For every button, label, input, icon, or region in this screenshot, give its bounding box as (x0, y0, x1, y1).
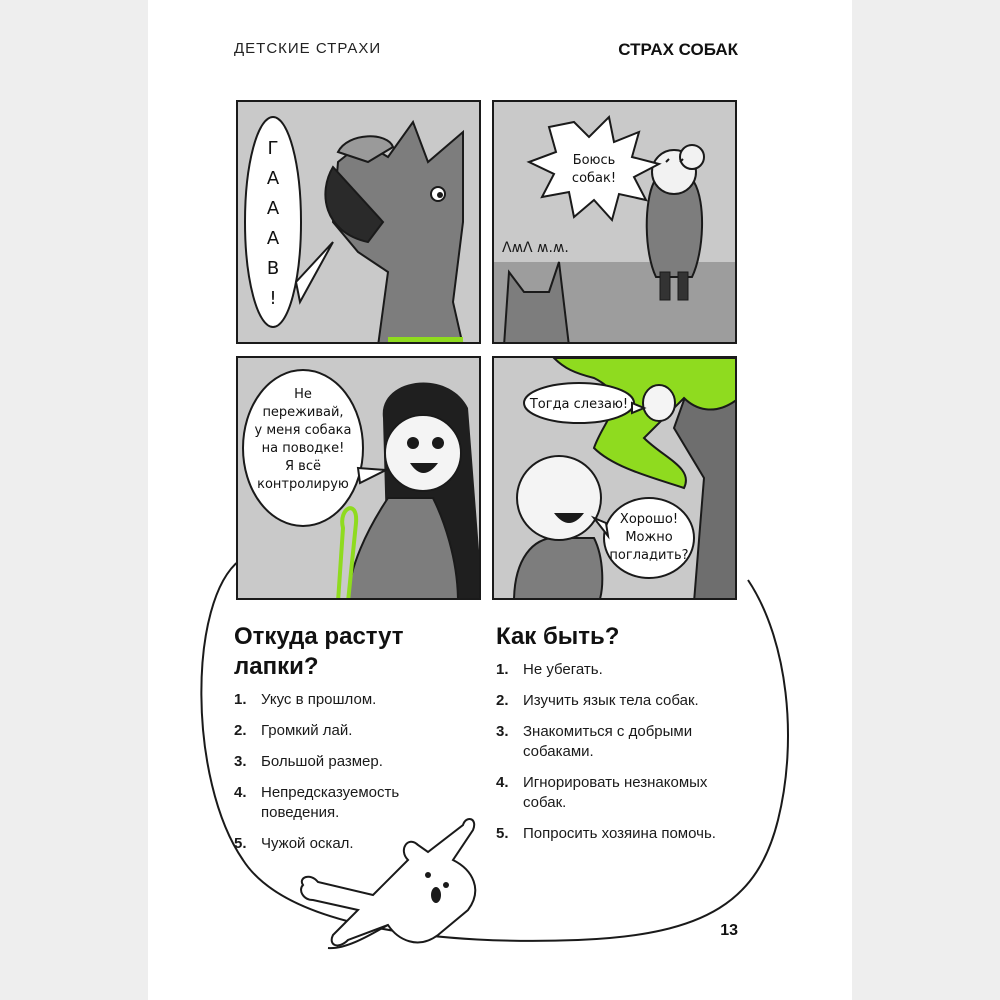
shout-letter: А (266, 198, 280, 219)
list-item: 1. Не убегать. (496, 661, 603, 678)
lying-cat-illustration (288, 790, 548, 960)
comic-panel-1 (236, 100, 481, 344)
howto-title: Как быть? (496, 623, 620, 650)
bark-sound-effect: ɅʍɅ ʍ.ʍ. (502, 240, 569, 256)
speech-line: переживай, (262, 405, 344, 420)
list-item: 4. Непредсказуемость поведения. (234, 784, 400, 821)
list-item: 1. Укус в прошлом. (234, 691, 377, 708)
speech-line: контролирую (257, 477, 349, 492)
comic-panel-2 (492, 100, 737, 344)
list-item: 2. Громкий лай. (234, 722, 353, 739)
list-item: 2. Изучить язык тела собак. (496, 692, 699, 709)
speech-line: Я всё (285, 459, 321, 474)
list-item: 5. Попросить хозяина помочь. (496, 825, 716, 842)
shout-letter: Г (267, 138, 279, 159)
speech-line: Тогда слезаю! (529, 397, 629, 412)
page-number: 13 (720, 922, 738, 939)
speech-line: Можно (625, 530, 673, 545)
comic-panel-4 (492, 356, 737, 600)
speech-line: на поводке! (261, 441, 345, 456)
list-item: 5. Чужой оскал. (234, 835, 354, 852)
causes-title-line: лапки? (234, 653, 319, 680)
speech-line: у меня собака (254, 423, 352, 438)
speech-line: Не (294, 387, 312, 402)
shout-letter: А (266, 168, 280, 189)
speech-line: Хорошо! (619, 512, 679, 527)
causes-title (234, 622, 454, 682)
speech-line: собак! (571, 171, 617, 186)
comic-panel-3 (236, 356, 481, 600)
shout-letter: А (266, 228, 280, 249)
shout-letter: ! (269, 288, 277, 309)
list-item: 4. Игнорировать незнакомых собак. (496, 774, 708, 811)
causes-title-line: Откуда растут (234, 623, 404, 650)
shout-letter: В (266, 258, 280, 279)
list-item: 3. Большой размер. (234, 753, 383, 770)
list-item: 3. Знакомиться с добрыми собаками. (496, 723, 693, 760)
speech-line: Боюсь (572, 153, 616, 168)
book-page (148, 0, 852, 1000)
running-header-title: СТРАХ СОБАК (618, 40, 738, 59)
running-header-section: ДЕТСКИЕ СТРАХИ (234, 40, 382, 57)
speech-line: погладить? (609, 548, 689, 563)
